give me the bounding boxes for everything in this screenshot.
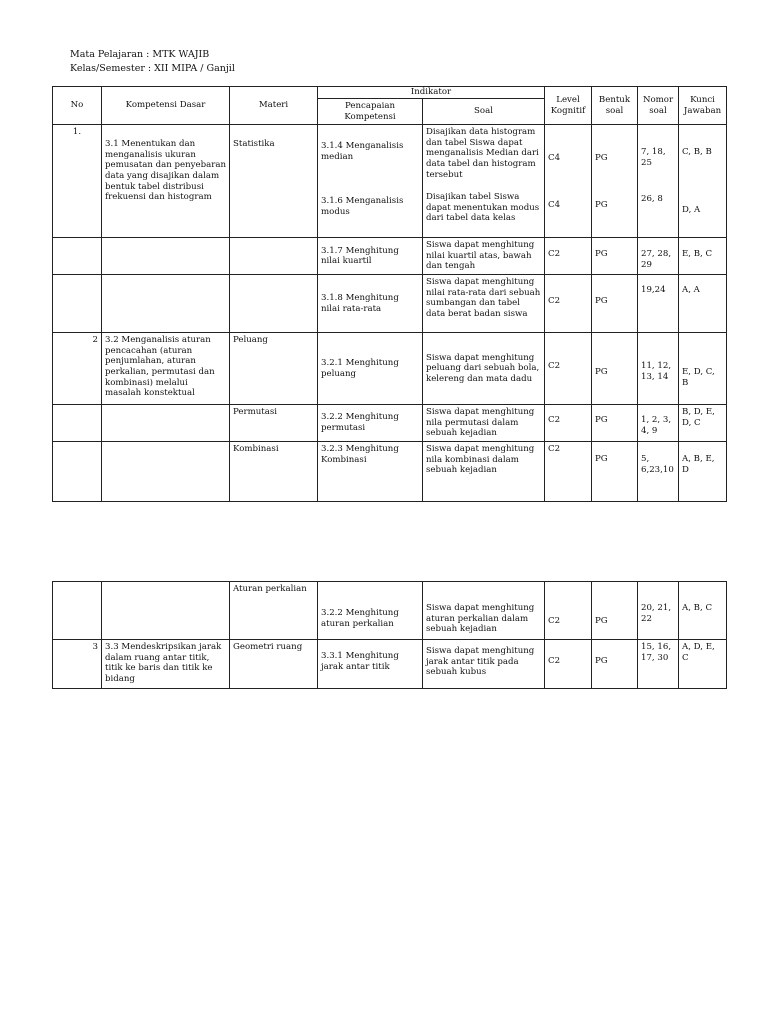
- bentuk-item: PG: [595, 199, 608, 210]
- row-kompetensi-dasar: [102, 441, 230, 501]
- col-nomor-soal: Nomor soal: [638, 87, 679, 125]
- row-pencapaian: 3.2.3 Menghitung Kombinasi: [318, 441, 423, 501]
- col-materi: Materi: [230, 87, 318, 125]
- row-kunci: A, A: [679, 275, 727, 333]
- row-soal: Siswa dapat menghitung peluang dari sebuah bola, kelereng dan mata dadu: [423, 333, 545, 405]
- row-kunci: A, D, E, C: [679, 640, 727, 689]
- row-level: C2: [545, 441, 592, 501]
- row-level: C2: [545, 275, 592, 333]
- row-level: C2: [545, 238, 592, 275]
- row-kunci: [679, 125, 727, 238]
- row-soal: Siswa dapat menghitung jarak antar titik pada sebuah kubus: [423, 640, 545, 689]
- row-nomor: 11, 12, 13, 14: [638, 333, 679, 405]
- row-nomor: 1, 2, 3, 4, 9: [638, 405, 679, 442]
- kunci-item: D, A: [682, 204, 701, 215]
- row-materi: Kombinasi: [230, 441, 318, 501]
- row-materi: Geometri ruang: [230, 640, 318, 689]
- row-materi: Aturan perkalian: [230, 582, 318, 640]
- table-row: [53, 640, 727, 689]
- nomor-item: 7, 18, 25: [641, 147, 666, 168]
- row-kunci: A, B, E, D: [679, 441, 727, 501]
- row-materi: Permutasi: [230, 405, 318, 442]
- row-soal: Siswa dapat menghitung aturan perkalian dalam sebuah kejadian: [423, 582, 545, 640]
- row-level: [545, 125, 592, 238]
- row-soal: Siswa dapat menghitung nilai rata-rata dari sebuah sumbangan dan tabel data berat badan siswa: [423, 275, 545, 333]
- level-item: C4: [548, 153, 561, 164]
- soal-item: Disajikan tabel Siswa dapat menentukan modus dari tabel data kelas: [426, 192, 540, 224]
- row-no: [53, 405, 102, 442]
- table-row: [53, 275, 727, 333]
- document-header: [70, 48, 235, 76]
- row-kompetensi-dasar: 3.3 Mendeskripsikan jarak dalam ruang antar titik, titik ke baris dan titik ke bidang: [102, 640, 230, 689]
- row-pencapaian: [318, 125, 423, 238]
- row-kompetensi-dasar: [102, 275, 230, 333]
- row-kompetensi-dasar: 3.1 Menentukan dan menganalisis ukuran pemusatan dan penyebaran data yang disajikan dalam bentuk tabel distribusi frekuensi dan histogram: [102, 125, 230, 238]
- row-kunci: E, D, C, B: [679, 333, 727, 405]
- row-nomor: [638, 125, 679, 238]
- row-no: 2: [53, 333, 102, 405]
- row-kompetensi-dasar: [102, 582, 230, 640]
- row-kompetensi-dasar: [102, 405, 230, 442]
- row-pencapaian: 3.1.7 Menghitung nilai kuartil: [318, 238, 423, 275]
- row-no: [53, 275, 102, 333]
- subject-line: Mata Pelajaran : MTK WAJIB: [70, 49, 210, 60]
- row-level: C2: [545, 333, 592, 405]
- row-bentuk: PG: [592, 333, 638, 405]
- col-indikator: Indikator: [318, 87, 545, 99]
- row-nomor: 19,24: [638, 275, 679, 333]
- col-soal: Soal: [423, 99, 545, 125]
- row-bentuk: PG: [592, 238, 638, 275]
- row-kunci: E, B, C: [679, 238, 727, 275]
- nomor-item: 26, 8: [641, 194, 663, 205]
- row-kompetensi-dasar: [102, 238, 230, 275]
- row-materi: Peluang: [230, 333, 318, 405]
- row-soal: Siswa dapat menghitung nila kombinasi dalam sebuah kejadian: [423, 441, 545, 501]
- class-semester-line: Kelas/Semester : XII MIPA / Ganjil: [70, 63, 235, 74]
- row-no: [53, 441, 102, 501]
- row-materi: [230, 238, 318, 275]
- row-soal: [423, 125, 545, 238]
- kisi-kisi-table: [52, 86, 727, 502]
- row-bentuk: PG: [592, 275, 638, 333]
- pencapaian-item: 3.1.6 Menganalisis modus: [321, 196, 404, 217]
- row-pencapaian: 3.2.1 Menghitung peluang: [318, 333, 423, 405]
- table-row: [53, 441, 727, 501]
- row-bentuk: PG: [592, 441, 638, 501]
- row-nomor: 27, 28, 29: [638, 238, 679, 275]
- row-pencapaian: 3.1.8 Menghitung nilai rata-rata: [318, 275, 423, 333]
- table-row: [53, 125, 727, 238]
- level-item: C4: [548, 199, 561, 210]
- row-pencapaian: 3.2.2 Menghitung aturan perkalian: [318, 582, 423, 640]
- col-kunci-jawaban: Kunci Jawaban: [679, 87, 727, 125]
- row-bentuk: PG: [592, 405, 638, 442]
- col-bentuk-soal: Bentuk soal: [592, 87, 638, 125]
- row-no: 3: [53, 640, 102, 689]
- row-kompetensi-dasar: 3.2 Menganalisis aturan pencacahan (aturan penjumlahan, aturan perkalian, permutasi dan kombinasi) melalui masalah konstektual: [102, 333, 230, 405]
- table-row: [53, 238, 727, 275]
- row-no: [53, 238, 102, 275]
- row-materi: [230, 275, 318, 333]
- bentuk-item: PG: [595, 153, 608, 164]
- kunci-item: C, B, B: [682, 147, 712, 158]
- row-level: C2: [545, 640, 592, 689]
- col-kompetensi-dasar: Kompetensi Dasar: [102, 87, 230, 125]
- row-level: C2: [545, 582, 592, 640]
- col-level-kognitif: Level Kognitif: [545, 87, 592, 125]
- row-pencapaian: 3.2.2 Menghitung permutasi: [318, 405, 423, 442]
- row-nomor: 20, 21, 22: [638, 582, 679, 640]
- row-materi: Statistika: [230, 125, 318, 238]
- row-pencapaian: 3.3.1 Menghitung jarak antar titik: [318, 640, 423, 689]
- soal-item: Disajikan data histogram dan tabel Siswa dapat menganalisis Median dari data tabel dan histogram tersebut: [426, 127, 539, 180]
- row-nomor: 5, 6,23,10: [638, 441, 679, 501]
- row-bentuk: PG: [592, 582, 638, 640]
- row-no: [53, 582, 102, 640]
- col-pencapaian: Pencapaian Kompetensi: [318, 99, 423, 125]
- row-no: 1.: [53, 125, 102, 238]
- row-nomor: 15, 16, 17, 30: [638, 640, 679, 689]
- table-row: [53, 582, 727, 640]
- table-row: [53, 405, 727, 442]
- col-no: No: [53, 87, 102, 125]
- row-bentuk: [592, 125, 638, 238]
- row-level: C2: [545, 405, 592, 442]
- row-kunci: B, D, E, D, C: [679, 405, 727, 442]
- table-row: [53, 333, 727, 405]
- pencapaian-item: 3.1.4 Menganalisis median: [321, 141, 404, 162]
- kisi-kisi-table-continued: [52, 581, 727, 689]
- row-soal: Siswa dapat menghitung nilai kuartil atas, bawah dan tengah: [423, 238, 545, 275]
- row-kunci: A, B, C: [679, 582, 727, 640]
- row-soal: Siswa dapat menghitung nila permutasi dalam sebuah kejadian: [423, 405, 545, 442]
- row-bentuk: PG: [592, 640, 638, 689]
